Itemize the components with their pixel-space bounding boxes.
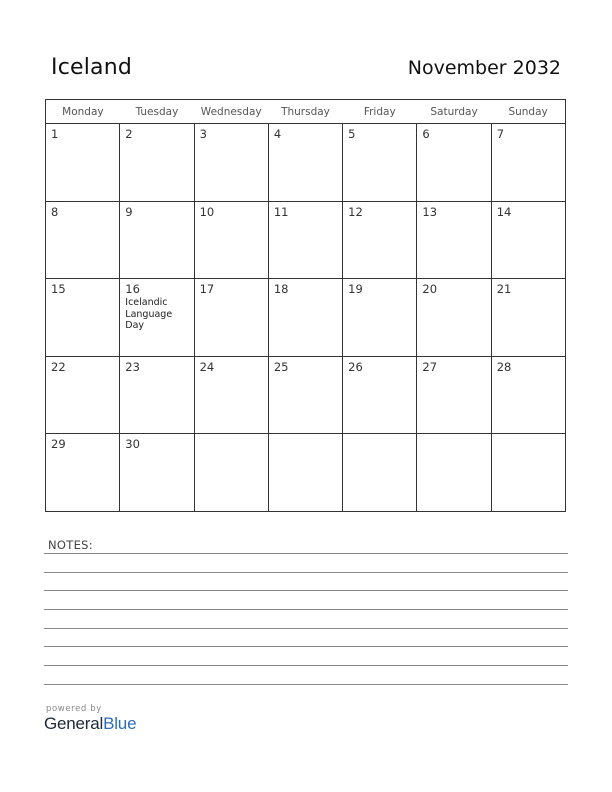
calendar-week-row xyxy=(46,434,566,512)
calendar-day-cell xyxy=(491,434,565,512)
notes-label: NOTES: xyxy=(48,538,93,552)
calendar-day-cell xyxy=(46,356,120,434)
day-number: 28 xyxy=(496,359,512,374)
calendar-day-cell xyxy=(268,124,342,202)
calendar-day-cell xyxy=(417,356,491,434)
day-number: 21 xyxy=(496,282,512,297)
calendar-day-cell xyxy=(194,434,268,512)
calendar-day-cell xyxy=(268,201,342,279)
calendar-body xyxy=(46,124,566,512)
note-line xyxy=(44,628,568,629)
day-number: 27 xyxy=(422,359,438,374)
calendar-day-cell xyxy=(268,356,342,434)
day-number: 12 xyxy=(348,204,363,219)
day-number: 1 xyxy=(51,127,59,141)
powered-by-text: powered by xyxy=(46,704,102,714)
calendar-grid xyxy=(45,99,566,512)
note-line xyxy=(44,665,568,666)
calendar-day-cell xyxy=(46,279,120,357)
calendar-day-cell xyxy=(194,279,268,357)
brand-logo xyxy=(44,714,136,734)
note-line xyxy=(44,572,568,573)
day-number: 15 xyxy=(51,282,66,297)
calendar-day-cell xyxy=(491,201,565,279)
day-number: 23 xyxy=(125,359,140,374)
day-number: 24 xyxy=(199,359,215,374)
weekday-header: Saturday xyxy=(417,100,491,124)
day-number: 4 xyxy=(273,127,282,141)
day-number: 17 xyxy=(199,282,215,297)
calendar-day-cell xyxy=(417,434,491,512)
holiday-label: Icelandic Language Day xyxy=(125,297,173,332)
calendar-day-cell xyxy=(343,356,417,434)
day-number: 22 xyxy=(51,359,66,374)
day-number: 9 xyxy=(125,204,133,219)
day-number: 19 xyxy=(348,282,363,297)
calendar-day-cell xyxy=(268,279,342,357)
weekday-header: Friday xyxy=(343,100,417,124)
day-number: 13 xyxy=(422,204,438,219)
weekday-header: Sunday xyxy=(491,100,565,124)
calendar-day-cell xyxy=(120,434,194,512)
note-line xyxy=(44,553,568,554)
calendar-day-cell xyxy=(120,356,194,434)
day-number: 3 xyxy=(199,127,207,141)
day-number: 25 xyxy=(273,359,289,374)
weekday-header-row xyxy=(46,100,566,124)
calendar-day-cell xyxy=(417,279,491,357)
calendar-day-cell xyxy=(194,356,268,434)
calendar-week-row xyxy=(46,279,566,357)
day-number: 20 xyxy=(422,282,438,297)
calendar-day-cell xyxy=(46,124,120,202)
calendar-day-cell xyxy=(46,201,120,279)
calendar-day-cell xyxy=(491,124,565,202)
calendar-day-cell xyxy=(417,124,491,202)
calendar-day-cell xyxy=(343,124,417,202)
calendar-week-row xyxy=(46,201,566,279)
day-number: 6 xyxy=(422,127,430,141)
calendar-day-cell xyxy=(268,434,342,512)
day-number: 14 xyxy=(496,204,512,219)
country-title: Iceland xyxy=(51,55,133,80)
day-number: 30 xyxy=(125,437,140,452)
calendar-day-cell xyxy=(120,279,194,357)
weekday-header: Wednesday xyxy=(194,100,268,124)
day-number: 29 xyxy=(51,437,66,452)
calendar-day-cell xyxy=(194,201,268,279)
note-line xyxy=(44,590,568,591)
weekday-header: Monday xyxy=(46,100,120,124)
calendar-day-cell xyxy=(194,124,268,202)
day-number: 7 xyxy=(496,127,505,141)
day-number: 26 xyxy=(348,359,363,374)
day-number: 5 xyxy=(348,127,356,141)
weekday-header: Tuesday xyxy=(120,100,194,124)
calendar-day-cell xyxy=(343,279,417,357)
day-number: 2 xyxy=(125,127,133,141)
note-line xyxy=(44,684,568,685)
day-number: 10 xyxy=(199,204,215,219)
note-line xyxy=(44,609,568,610)
day-number: 16 xyxy=(125,282,140,297)
calendar-day-cell xyxy=(120,124,194,202)
calendar-day-cell xyxy=(491,356,565,434)
calendar-day-cell xyxy=(46,434,120,512)
calendar-day-cell xyxy=(491,279,565,357)
brand-general-text: General xyxy=(44,714,104,733)
calendar-week-row xyxy=(46,356,566,434)
calendar-day-cell xyxy=(343,434,417,512)
day-number: 18 xyxy=(273,282,289,297)
brand-blue-text: Blue xyxy=(103,714,137,733)
day-number: 11 xyxy=(273,204,289,219)
month-year-title: November 2032 xyxy=(407,57,561,79)
calendar-week-row xyxy=(46,124,566,202)
calendar-day-cell xyxy=(343,201,417,279)
note-line xyxy=(44,646,568,647)
weekday-header: Thursday xyxy=(268,100,342,124)
brand-footer xyxy=(44,704,136,734)
calendar-day-cell xyxy=(120,201,194,279)
day-number: 8 xyxy=(51,204,59,219)
calendar-day-cell xyxy=(417,201,491,279)
